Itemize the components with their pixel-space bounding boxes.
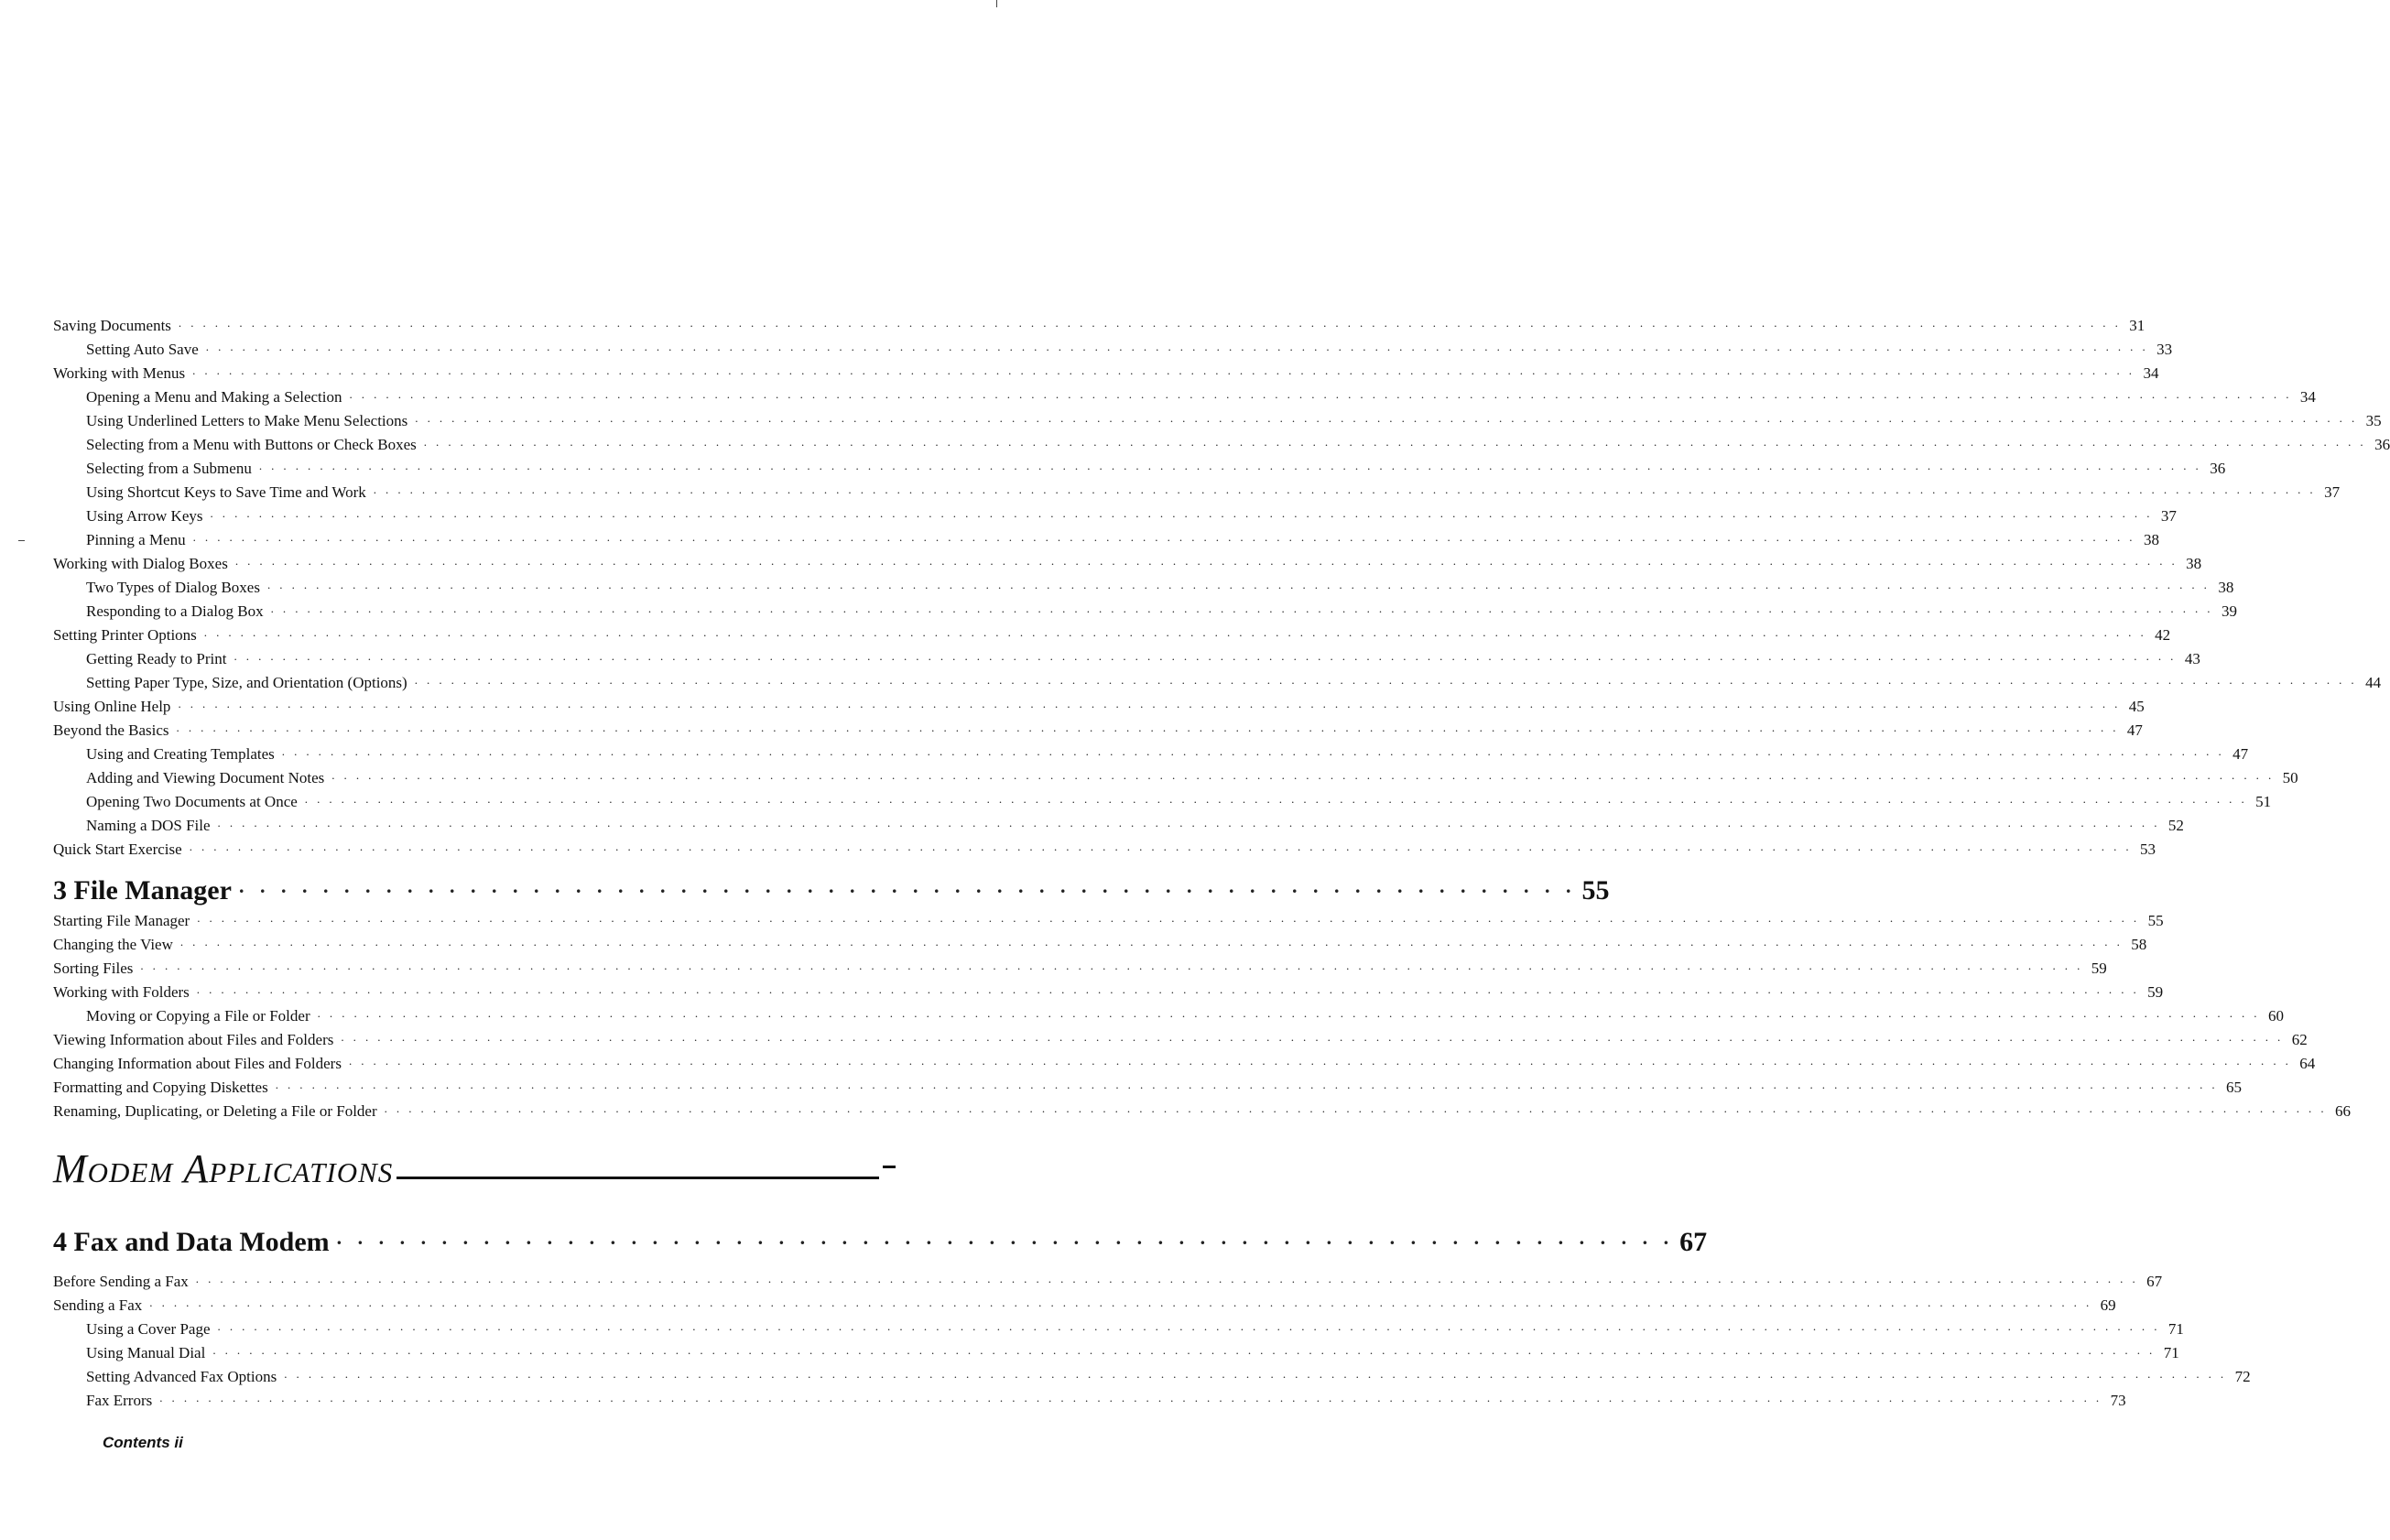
page-footer: Contents ii [103,1434,183,1451]
toc-entry-title: Viewing Information about Files and Folders [53,1031,334,1048]
toc-entry[interactable] [53,1291,2116,1315]
leader-dots: . . . . . . . . . . . . . . . . . . . . . . . . . . . . . . . . . . . . . . . . . . . . . . . . . . . . . . . . . . . . . . . . . . . . . . . . . . . . . . . . . . . . . . . . . . . . . . . . . . . . . . . . . . . . . . . . . . . . . . . . . . . . . . . . . . . . . . . . . . . . . . . . . . . . . . . . . . . . . . . . [384,1101,2327,1115]
toc-entry[interactable] [53,1315,2184,1339]
leader-dots: . . . . . . . . . . . . . . . . . . . . . . . . . . . . . . . . . . . . . . . . . . . . . . . . . . . . . . . . . . . . . . . . . . . . . . . . . . . . . . . . . . . . . . . . . . . . . . . . . . . . . . . . . . . . . . . . . . . . . . . . . . . . . . . . . . . . . . . . . . . . . . . . . . . . . . . . . . . . . . . . [317,1006,2260,1020]
toc-entry-page-number: 35 [2365,412,2382,429]
toc-entry-page-number: 33 [2156,341,2173,358]
toc-entry-page-number: 34 [2143,364,2159,382]
leader-dots: . . . . . . . . . . . . . . . . . . . . . . . . . . . . . . . . . . . . . . . . . . . . . . . . . . . . . . . . . . . . . . . . . . . . . . . . . . . . . . . . . . . . . . . . . . . . . . . . . . . . . . . . . . . . . . . . . . . . . . . . . . . . . . . . . . . . . . . . . . . . . . . . . . . . . . . . . . . . . . . . [210,506,2153,520]
toc-entry-page-number: 58 [2131,936,2147,953]
toc-entry-title: Opening Two Documents at Once [86,793,298,810]
toc-entry[interactable] [53,645,2200,668]
toc-entry-page-number: 38 [2218,579,2234,596]
toc-entry-page-number: 59 [2091,960,2107,977]
toc-entry-page-number: 51 [2255,793,2272,810]
toc-entry[interactable] [53,1362,2251,1386]
toc-entry[interactable] [53,1339,2179,1362]
leader-dots: . . . . . . . . . . . . . . . . . . . . . . . . . . . . . . . . . . . . . . . . . . . . . . . . . . . . . . . . . . . . . . . . . . . . . . . . . . . . . . . . . . . . . . . . . . . . . . . . . . . . . . . . . . . . . . . . . . . . . . . . . . . . . . . . . . . . . . . . . . . . . . . . . . . . . . . . . . . . . . . . [196,982,2140,996]
toc-entry-title: Naming a DOS File [86,817,211,834]
toc-entry-title: Opening a Menu and Making a Selection [86,388,342,406]
chapter-heading-fax-and-data-modem[interactable] [53,1218,1708,1258]
toc-entry-title: Using Manual Dial [86,1344,206,1361]
leader-dots: . . . . . . . . . . . . . . . . . . . . . . . . . . . . . . . . . . . . . . . . . . . . . . . . . . . . . . . . . . . . . . . . . . . . . . . . . . . . . . . . . . . . . . . . . . . . . . . . . . . . . . . . . . . . . . . . . . . . . . . . . . . . . . . . . . . . . . . . . . . . . . . . . . . . . . . . . . . . . . . . [179,935,2124,949]
leader-dots: . . . . . . . . . . . . . . . . . . . . . . . . . . . . . . . . . . . . . . . . . . . . . . . . . . . . . . . . . . . . . . . . . . . . . . . . . . . . . . . . . . . . . . . . . . . . . . . . . . . . . . . . . . . . . . . . . . . . . . . . . . . . . . . . . . . . . . . . . . . . . . . . . . . . . . . . . . . . . . . . [331,768,2275,782]
toc-entry[interactable] [53,978,2164,1002]
toc-entry-title: Renaming, Duplicating, or Deleting a File or Folder [53,1102,377,1120]
toc-entry-title: Setting Paper Type, Size, and Orientation (Options) [86,674,407,691]
toc-entry-title: Starting File Manager [53,912,190,929]
toc-entry-page-number: 45 [2128,698,2145,715]
toc-entry[interactable] [53,1073,2243,1097]
toc-entry-page-number: 55 [2147,912,2164,929]
leader-dots: . . . . . . . . . . . . . . . . . . . . . . . . . . . . . . . . . . . . . . . . . . . . . . . . . . . . . . . . . . . . . . . . [238,874,1577,897]
toc-entry-page-number: 67 [2146,1273,2163,1290]
toc-entry[interactable] [53,430,2390,454]
toc-entry[interactable] [53,597,2237,621]
toc-entry-page-number: 64 [2299,1055,2316,1072]
toc-entry-title: Formatting and Copying Diskettes [53,1079,268,1096]
toc-entry[interactable] [53,383,2316,407]
toc-entry-title: Getting Ready to Print [86,650,227,667]
leader-dots: . . . . . . . . . . . . . . . . . . . . . . . . . . . . . . . . . . . . . . . . . . . . . . . . . . . . . . . . . . . . . . . . . . . . . . . . . . . . . . . . . . . . . . . . . . . . . . . . . . . . . . . . . . . . . . . . . . . . . . . . . . . . . . . . . . . . . . . . . . . . . . . . . . . . . . . . . . . . . . . . [217,1319,2160,1333]
chapter-page-number: 67 [1679,1227,1708,1257]
toc-entry-title: Sending a Fax [53,1296,143,1314]
toc-entry-title: Working with Dialog Boxes [53,555,228,572]
toc-list-chapter3 [53,906,2351,1121]
section-rule [397,1177,879,1179]
toc-entry-title: Pinning a Menu [86,531,186,548]
leader-dots: . . . . . . . . . . . . . . . . . . . . . . . . . . . . . . . . . . . . . . . . . . . . . . . . . . . . . . . . . . . . . . . . [336,1226,1675,1249]
toc-entry-title: Sorting Files [53,960,134,977]
toc-chapter3-heading-wrap [53,866,1610,906]
section-title: Modem Applications [53,1146,394,1191]
scan-mark [18,540,25,541]
toc-entry[interactable] [53,335,2173,359]
toc-entry[interactable] [53,407,2382,430]
toc-entry[interactable] [53,668,2382,692]
toc-entry[interactable] [53,740,2249,764]
toc-entry-title: Moving or Copying a File or Folder [86,1007,310,1025]
toc-entry-page-number: 52 [2167,817,2184,834]
leader-dots: . . . . . . . . . . . . . . . . . . . . . . . . . . . . . . . . . . . . . . . . . . . . . . . . . . . . . . . . . . . . . . . . . . . . . . . . . . . . . . . . . . . . . . . . . . . . . . . . . . . . . . . . . . . . . . . . . . . . . . . . . . . . . . . . . . . . . . . . . . . . . . . . . . . . . . . . . . . . . . . . [212,1343,2156,1357]
toc-entry-title: Changing Information about Files and Folders [53,1055,342,1072]
toc-entry[interactable] [53,692,2145,716]
toc-entry[interactable] [53,787,2272,811]
toc-entry-title: Selecting from a Menu with Buttons or Check Boxes [86,436,417,453]
toc-entry[interactable] [53,526,2159,549]
toc-entry[interactable] [53,478,2341,502]
toc-entry[interactable] [53,954,2107,978]
toc-entry-title: Working with Menus [53,364,186,382]
leader-dots: . . . . . . . . . . . . . . . . . . . . . . . . . . . . . . . . . . . . . . . . . . . . . . . . . . . . . . . . . . . . . . . . . . . . . . . . . . . . . . . . . . . . . . . . . . . . . . . . . . . . . . . . . . . . . . . . . . . . . . . . . . . . . . . . . . . . . . . . . . . . . . . . . . . . . . . . . . . . . . . . [270,602,2213,615]
leader-dots: . . . . . . . . . . . . . . . . . . . . . . . . . . . . . . . . . . . . . . . . . . . . . . . . . . . . . . . . . . . . . . . . . . . . . . . . . . . . . . . . . . . . . . . . . . . . . . . . . . . . . . . . . . . . . . . . . . . . . . . . . . . . . . . . . . . . . . . . . . . . . . . . . . . . . . . . . . . . . . . . [234,649,2177,663]
toc-entry-page-number: 37 [2324,483,2341,501]
scan-mark [996,0,997,7]
toc-entry-page-number: 59 [2147,983,2164,1001]
leader-dots: . . . . . . . . . . . . . . . . . . . . . . . . . . . . . . . . . . . . . . . . . . . . . . . . . . . . . . . . . . . . . . . . . . . . . . . . . . . . . . . . . . . . . . . . . . . . . . . . . . . . . . . . . . . . . . . . . . . . . . . . . . . . . . . . . . . . . . . . . . . . . . . . . . . . . . . . . . . . . . . . [149,1296,2092,1309]
leader-dots: . . . . . . . . . . . . . . . . . . . . . . . . . . . . . . . . . . . . . . . . . . . . . . . . . . . . . . . . . . . . . . . . . . . . . . . . . . . . . . . . . . . . . . . . . . . . . . . . . . . . . . . . . . . . . . . . . . . . . . . . . . . . . . . . . . . . . . . . . . . . . . . . . . . . . . . . . . . . . . . . [217,816,2160,830]
chapter-title: 4 Fax and Data Modem [53,1227,330,1257]
toc-entry-page-number: 65 [2226,1079,2243,1096]
toc-entry-page-number: 66 [2334,1102,2351,1120]
toc-entry-title: Responding to a Dialog Box [86,602,264,620]
toc-entry[interactable] [53,716,2143,740]
leader-dots: . . . . . . . . . . . . . . . . . . . . . . . . . . . . . . . . . . . . . . . . . . . . . . . . . . . . . . . . . . . . . . . . . . . . . . . . . . . . . . . . . . . . . . . . . . . . . . . . . . . . . . . . . . . . . . . . . . . . . . . . . . . . . . . . . . . . . . . . . . . . . . . . . . . . . . . . . . . . . . . . [258,459,2202,472]
toc-entry-page-number: 36 [2210,460,2226,477]
toc-entry-page-number: 31 [2129,317,2146,334]
toc-entry-page-number: 38 [2186,555,2202,572]
leader-dots: . . . . . . . . . . . . . . . . . . . . . . . . . . . . . . . . . . . . . . . . . . . . . . . . . . . . . . . . . . . . . . . . . . . . . . . . . . . . . . . . . . . . . . . . . . . . . . . . . . . . . . . . . . . . . . . . . . . . . . . . . . . . . . . . . . . . . . . . . . . . . . . . . . . . . . . . . . . . . . . . [423,435,2367,449]
toc-entry-title: Using Arrow Keys [86,507,203,525]
toc-entry-title: Using a Cover Page [86,1320,211,1338]
toc-entry-page-number: 47 [2232,745,2249,763]
toc-entry-page-number: 42 [2155,626,2171,644]
leader-dots: . . . . . . . . . . . . . . . . . . . . . . . . . . . . . . . . . . . . . . . . . . . . . . . . . . . . . . . . . . . . . . . . . . . . . . . . . . . . . . . . . . . . . . . . . . . . . . . . . . . . . . . . . . . . . . . . . . . . . . . . . . . . . . . . . . . . . . . . . . . . . . . . . . . . . . . . . . . . . . . . [348,1054,2292,1068]
leader-dots: . . . . . . . . . . . . . . . . . . . . . . . . . . . . . . . . . . . . . . . . . . . . . . . . . . . . . . . . . . . . . . . . . . . . . . . . . . . . . . . . . . . . . . . . . . . . . . . . . . . . . . . . . . . . . . . . . . . . . . . . . . . . . . . . . . . . . . . . . . . . . . . . . . . . . . . . . . . . . . . . [189,840,2133,853]
toc-entry-title: Using Online Help [53,698,171,715]
toc-entry-page-number: 62 [2291,1031,2308,1048]
toc-entry[interactable] [53,549,2202,573]
toc-entry[interactable] [53,1049,2316,1073]
toc-entry[interactable] [53,906,2164,930]
leader-dots: . . . . . . . . . . . . . . . . . . . . . . . . . . . . . . . . . . . . . . . . . . . . . . . . . . . . . . . . . . . . . . . . . . . . . . . . . . . . . . . . . . . . . . . . . . . . . . . . . . . . . . . . . . . . . . . . . . . . . . . . . . . . . . . . . . . . . . . . . . . . . . . . . . . . . . . . . . . . . . . . [140,959,2083,972]
chapter-page-number: 55 [1581,875,1610,906]
leader-dots: . . . . . . . . . . . . . . . . . . . . . . . . . . . . . . . . . . . . . . . . . . . . . . . . . . . . . . . . . . . . . . . . . . . . . . . . . . . . . . . . . . . . . . . . . . . . . . . . . . . . . . . . . . . . . . . . . . . . . . . . . . . . . . . . . . . . . . . . . . . . . . . . . . . . . . . . . . . . . . . . [284,1367,2227,1381]
leader-dots: . . . . . . . . . . . . . . . . . . . . . . . . . . . . . . . . . . . . . . . . . . . . . . . . . . . . . . . . . . . . . . . . . . . . . . . . . . . . . . . . . . . . . . . . . . . . . . . . . . . . . . . . . . . . . . . . . . . . . . . . . . . . . . . . . . . . . . . . . . . . . . . . . . . . . . . . . . . . . . . . [304,792,2248,806]
toc-entry-page-number: 69 [2100,1296,2116,1314]
leader-dots: . . . . . . . . . . . . . . . . . . . . . . . . . . . . . . . . . . . . . . . . . . . . . . . . . . . . . . . . . . . . . . . . . . . . . . . . . . . . . . . . . . . . . . . . . . . . . . . . . . . . . . . . . . . . . . . . . . . . . . . . . . . . . . . . . . . . . . . . . . . . . . . . . . . . . . . . . . . . . . . . [203,625,2147,639]
toc-entry-title: Two Types of Dialog Boxes [86,579,260,596]
leader-dots: . . . . . . . . . . . . . . . . . . . . . . . . . . . . . . . . . . . . . . . . . . . . . . . . . . . . . . . . . . . . . . . . . . . . . . . . . . . . . . . . . . . . . . . . . . . . . . . . . . . . . . . . . . . . . . . . . . . . . . . . . . . . . . . . . . . . . . . . . . . . . . . . . . . . . . . . . . . . . . . . [178,697,2121,710]
toc-entry-title: Beyond the Basics [53,721,169,739]
leader-dots: . . . . . . . . . . . . . . . . . . . . . . . . . . . . . . . . . . . . . . . . . . . . . . . . . . . . . . . . . . . . . . . . . . . . . . . . . . . . . . . . . . . . . . . . . . . . . . . . . . . . . . . . . . . . . . . . . . . . . . . . . . . . . . . . . . . . . . . . . . . . . . . . . . . . . . . . . . . . . . . . [414,673,2358,687]
section-heading-modem-applications [53,1146,896,1192]
toc-entry-title: Changing the View [53,936,173,953]
leader-dots: . . . . . . . . . . . . . . . . . . . . . . . . . . . . . . . . . . . . . . . . . . . . . . . . . . . . . . . . . . . . . . . . . . . . . . . . . . . . . . . . . . . . . . . . . . . . . . . . . . . . . . . . . . . . . . . . . . . . . . . . . . . . . . . . . . . . . . . . . . . . . . . . . . . . . . . . . . . . . . . . [373,483,2317,496]
toc-entry[interactable] [53,573,2234,597]
toc-entry-title: Adding and Viewing Document Notes [86,769,325,786]
toc-entry-page-number: 72 [2234,1368,2251,1385]
leader-dots: . . . . . . . . . . . . . . . . . . . . . . . . . . . . . . . . . . . . . . . . . . . . . . . . . . . . . . . . . . . . . . . . . . . . . . . . . . . . . . . . . . . . . . . . . . . . . . . . . . . . . . . . . . . . . . . . . . . . . . . . . . . . . . . . . . . . . . . . . . . . . . . . . . . . . . . . . . . . . . . . [197,911,2140,925]
toc-entry-title: Using Underlined Letters to Make Menu Selections [86,412,408,429]
leader-dots: . . . . . . . . . . . . . . . . . . . . . . . . . . . . . . . . . . . . . . . . . . . . . . . . . . . . . . . . . . . . . . . . . . . . . . . . . . . . . . . . . . . . . . . . . . . . . . . . . . . . . . . . . . . . . . . . . . . . . . . . . . . . . . . . . . . . . . . . . . . . . . . . . . . . . . . . . . . . . . . . [234,554,2178,568]
toc-chapter4-heading-wrap [53,1218,1708,1258]
toc-entry-page-number: 44 [2365,674,2382,691]
toc-entry-page-number: 47 [2126,721,2143,739]
leader-dots: . . . . . . . . . . . . . . . . . . . . . . . . . . . . . . . . . . . . . . . . . . . . . . . . . . . . . . . . . . . . . . . . . . . . . . . . . . . . . . . . . . . . . . . . . . . . . . . . . . . . . . . . . . . . . . . . . . . . . . . . . . . . . . . . . . . . . . . . . . . . . . . . . . . . . . . . . . . . . . . . [192,530,2135,544]
toc-entry-page-number: 38 [2143,531,2159,548]
leader-dots: . . . . . . . . . . . . . . . . . . . . . . . . . . . . . . . . . . . . . . . . . . . . . . . . . . . . . . . . . . . . . . . . . . . . . . . . . . . . . . . . . . . . . . . . . . . . . . . . . . . . . . . . . . . . . . . . . . . . . . . . . . . . . . . . . . . . . . . . . . . . . . . . . . . . . . . . . . . . . . . . [195,1272,2139,1285]
toc-entry[interactable] [53,454,2226,478]
toc-entry-title: Setting Advanced Fax Options [86,1368,277,1385]
toc-entry-title: Using Shortcut Keys to Save Time and Work [86,483,366,501]
toc-entry-page-number: 34 [2299,388,2316,406]
toc-entry[interactable] [53,1267,2163,1291]
section-rule-end-mark [883,1166,896,1168]
toc-entry[interactable] [53,621,2171,645]
leader-dots: . . . . . . . . . . . . . . . . . . . . . . . . . . . . . . . . . . . . . . . . . . . . . . . . . . . . . . . . . . . . . . . . . . . . . . . . . . . . . . . . . . . . . . . . . . . . . . . . . . . . . . . . . . . . . . . . . . . . . . . . . . . . . . . . . . . . . . . . . . . . . . . . . . . . . . . . . . . . . . . . [275,1078,2219,1091]
toc-entry-page-number: 36 [2374,436,2390,453]
leader-dots: . . . . . . . . . . . . . . . . . . . . . . . . . . . . . . . . . . . . . . . . . . . . . . . . . . . . . . . . . . . . . . . . . . . . . . . . . . . . . . . . . . . . . . . . . . . . . . . . . . . . . . . . . . . . . . . . . . . . . . . . . . . . . . . . . . . . . . . . . . . . . . . . . . . . . . . . . . . . . . . . [205,340,2149,353]
toc-entry[interactable] [53,811,2184,835]
toc-entry[interactable] [53,1002,2284,1025]
toc-entry-title: Fax Errors [86,1392,153,1409]
toc-entry-page-number: 71 [2167,1320,2184,1338]
toc-entry-page-number: 53 [2140,840,2156,858]
toc-entry[interactable] [53,311,2146,335]
toc-entry[interactable] [53,502,2177,526]
toc-entry-title: Before Sending a Fax [53,1273,189,1290]
toc-entry-page-number: 73 [2110,1392,2126,1409]
toc-list-chapter2 [53,311,2390,859]
leader-dots: . . . . . . . . . . . . . . . . . . . . . . . . . . . . . . . . . . . . . . . . . . . . . . . . . . . . . . . . . . . . . . . . . . . . . . . . . . . . . . . . . . . . . . . . . . . . . . . . . . . . . . . . . . . . . . . . . . . . . . . . . . . . . . . . . . . . . . . . . . . . . . . . . . . . . . . . . . . . . . . . [266,578,2211,591]
toc-entry[interactable] [53,359,2159,383]
toc-entry-title: Setting Auto Save [86,341,199,358]
toc-list-chapter4 [53,1267,2251,1410]
toc-entry-title: Working with Folders [53,983,190,1001]
leader-dots: . . . . . . . . . . . . . . . . . . . . . . . . . . . . . . . . . . . . . . . . . . . . . . . . . . . . . . . . . . . . . . . . . . . . . . . . . . . . . . . . . . . . . . . . . . . . . . . . . . . . . . . . . . . . . . . . . . . . . . . . . . . . . . . . . . . . . . . . . . . . . . . . . . . . . . . . . . . . . . . . [159,1391,2102,1404]
leader-dots: . . . . . . . . . . . . . . . . . . . . . . . . . . . . . . . . . . . . . . . . . . . . . . . . . . . . . . . . . . . . . . . . . . . . . . . . . . . . . . . . . . . . . . . . . . . . . . . . . . . . . . . . . . . . . . . . . . . . . . . . . . . . . . . . . . . . . . . . . . . . . . . . . . . . . . . . . . . . . . . . [341,1030,2284,1044]
toc-entry[interactable] [53,930,2147,954]
toc-entry-page-number: 39 [2221,602,2237,620]
toc-entry-title: Setting Printer Options [53,626,197,644]
toc-entry-page-number: 71 [2163,1344,2179,1361]
toc-entry[interactable] [53,835,2156,859]
toc-entry[interactable] [53,1097,2351,1121]
toc-entry-page-number: 37 [2160,507,2177,525]
leader-dots: . . . . . . . . . . . . . . . . . . . . . . . . . . . . . . . . . . . . . . . . . . . . . . . . . . . . . . . . . . . . . . . . . . . . . . . . . . . . . . . . . . . . . . . . . . . . . . . . . . . . . . . . . . . . . . . . . . . . . . . . . . . . . . . . . . . . . . . . . . . . . . . . . . . . . . . . . . . . . . . . [192,363,2135,377]
leader-dots: . . . . . . . . . . . . . . . . . . . . . . . . . . . . . . . . . . . . . . . . . . . . . . . . . . . . . . . . . . . . . . . . . . . . . . . . . . . . . . . . . . . . . . . . . . . . . . . . . . . . . . . . . . . . . . . . . . . . . . . . . . . . . . . . . . . . . . . . . . . . . . . . . . . . . . . . . . . . . . . . [176,721,2119,734]
toc-entry-page-number: 50 [2282,769,2298,786]
toc-entry[interactable] [53,764,2298,787]
leader-dots: . . . . . . . . . . . . . . . . . . . . . . . . . . . . . . . . . . . . . . . . . . . . . . . . . . . . . . . . . . . . . . . . . . . . . . . . . . . . . . . . . . . . . . . . . . . . . . . . . . . . . . . . . . . . . . . . . . . . . . . . . . . . . . . . . . . . . . . . . . . . . . . . . . . . . . . . . . . . . . . . [415,411,2358,425]
chapter-heading-file-manager[interactable] [53,866,1610,906]
toc-entry[interactable] [53,1025,2308,1049]
leader-dots: . . . . . . . . . . . . . . . . . . . . . . . . . . . . . . . . . . . . . . . . . . . . . . . . . . . . . . . . . . . . . . . . . . . . . . . . . . . . . . . . . . . . . . . . . . . . . . . . . . . . . . . . . . . . . . . . . . . . . . . . . . . . . . . . . . . . . . . . . . . . . . . . . . . . . . . . . . . . . . . . [178,316,2122,330]
leader-dots: . . . . . . . . . . . . . . . . . . . . . . . . . . . . . . . . . . . . . . . . . . . . . . . . . . . . . . . . . . . . . . . . . . . . . . . . . . . . . . . . . . . . . . . . . . . . . . . . . . . . . . . . . . . . . . . . . . . . . . . . . . . . . . . . . . . . . . . . . . . . . . . . . . . . . . . . . . . . . . . . [349,387,2292,401]
toc-entry-page-number: 60 [2267,1007,2284,1025]
toc-entry[interactable] [53,1386,2126,1410]
toc-entry-title: Selecting from a Submenu [86,460,252,477]
chapter-title: 3 File Manager [53,875,232,906]
leader-dots: . . . . . . . . . . . . . . . . . . . . . . . . . . . . . . . . . . . . . . . . . . . . . . . . . . . . . . . . . . . . . . . . . . . . . . . . . . . . . . . . . . . . . . . . . . . . . . . . . . . . . . . . . . . . . . . . . . . . . . . . . . . . . . . . . . . . . . . . . . . . . . . . . . . . . . . . . . . . . . . . [281,744,2225,758]
toc-entry-page-number: 43 [2184,650,2200,667]
toc-entry-title: Using and Creating Templates [86,745,275,763]
toc-entry-title: Saving Documents [53,317,171,334]
toc-entry-title: Quick Start Exercise [53,840,182,858]
